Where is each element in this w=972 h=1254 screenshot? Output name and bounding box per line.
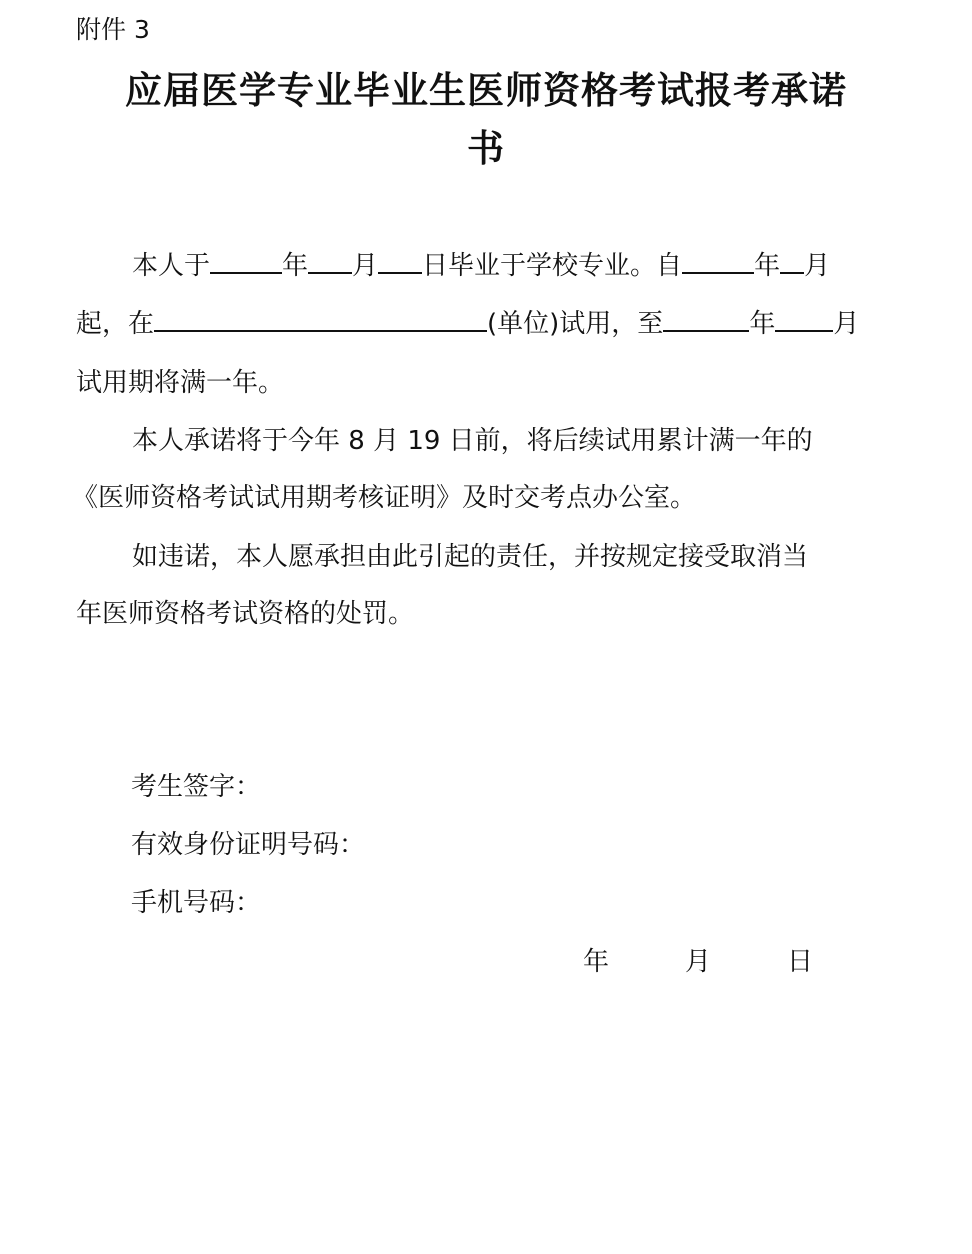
- paragraph3-line1: 如违诺，本人愿承担由此引起的责任，并按规定接受取消当: [132, 542, 809, 572]
- paragraph3-line2: 年医师资格考试资格的处罚。: [76, 599, 415, 629]
- text: 年: [749, 309, 776, 339]
- id-number-label: 有效身份证明号码：: [131, 830, 366, 860]
- text: 年: [754, 251, 781, 281]
- text: (单位)试用，至: [487, 309, 664, 339]
- graduation-month-blank[interactable]: [308, 250, 352, 274]
- paragraph1-line3: 试用期将满一年。: [76, 368, 285, 398]
- paragraph1-line1: [132, 245, 830, 282]
- attachment-label: 附件 3: [76, 15, 150, 44]
- graduation-day-blank[interactable]: [378, 250, 422, 274]
- paragraph2-line1: 本人承诺将于今年 8 月 19 日前，将后续试用累计满一年的: [132, 426, 813, 456]
- graduation-year-blank[interactable]: [210, 250, 282, 274]
- text: 月: [804, 251, 831, 281]
- start-year-blank[interactable]: [682, 250, 754, 274]
- text: 月: [833, 309, 860, 339]
- date-year: 年: [583, 947, 610, 977]
- paragraph1-line2: [76, 303, 859, 340]
- document-title-continued: 书: [467, 127, 505, 170]
- text: 起，在: [76, 309, 155, 339]
- text: 日毕业于学校专业。自: [422, 251, 683, 281]
- date-day: 日: [787, 947, 814, 977]
- document-title: 应届医学专业毕业生医师资格考试报考承诺: [125, 69, 847, 112]
- end-year-blank[interactable]: [663, 308, 749, 332]
- text: 年: [282, 251, 309, 281]
- end-month-blank[interactable]: [775, 308, 833, 332]
- phone-label: 手机号码：: [131, 888, 262, 918]
- text: 月: [352, 251, 379, 281]
- candidate-signature-label: 考生签字：: [131, 772, 262, 802]
- unit-blank[interactable]: [154, 308, 487, 332]
- date-month: 月: [685, 947, 712, 977]
- paragraph2-line2: 《医师资格考试试用期考核证明》及时交考点办公室。: [72, 483, 697, 513]
- start-month-blank[interactable]: [780, 250, 804, 274]
- text: 本人于: [132, 251, 211, 281]
